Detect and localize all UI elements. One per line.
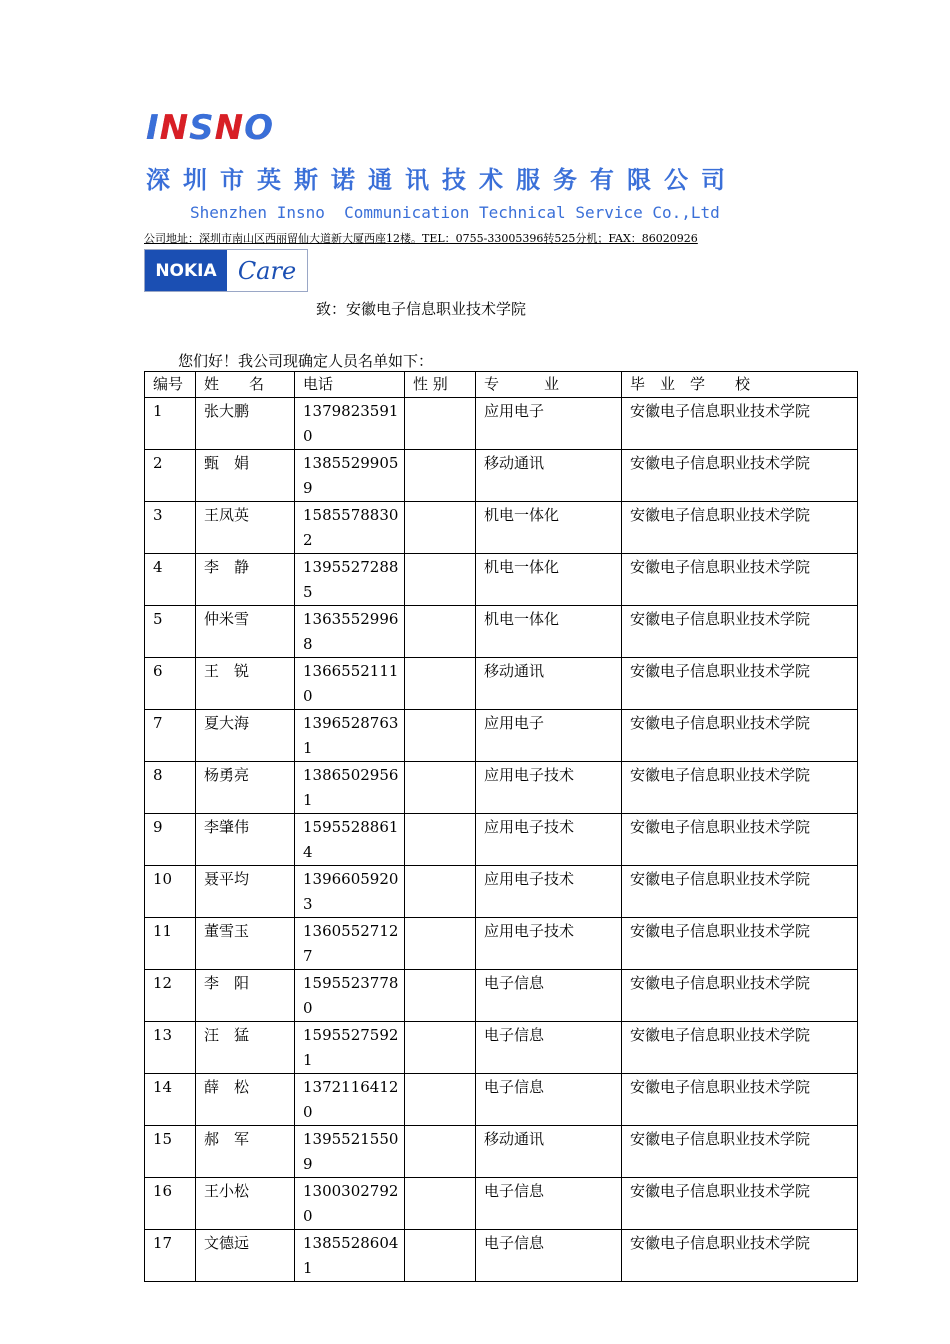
table-row	[145, 970, 858, 1022]
row-name: 张大鹏	[196, 398, 295, 450]
header-gender: 性 别	[405, 372, 476, 398]
row-name: 聂平均	[196, 866, 295, 918]
row-number: 4	[145, 554, 196, 606]
row-number: 13	[145, 1022, 196, 1074]
row-phone: 13955215509	[295, 1126, 405, 1178]
row-major: 机电一体化	[476, 502, 622, 554]
row-phone: 13955272885	[295, 554, 405, 606]
table-row	[145, 502, 858, 554]
table-header-row	[145, 372, 858, 398]
row-phone: 15955288614	[295, 814, 405, 866]
row-school: 安徽电子信息职业技术学院	[622, 918, 858, 970]
table-row	[145, 658, 858, 710]
row-school: 安徽电子信息职业技术学院	[622, 554, 858, 606]
personnel-table	[144, 371, 858, 1282]
header-major: 专 业	[476, 372, 622, 398]
row-school: 安徽电子信息职业技术学院	[622, 762, 858, 814]
row-school: 安徽电子信息职业技术学院	[622, 398, 858, 450]
row-name: 薛 松	[196, 1074, 295, 1126]
row-gender	[405, 970, 476, 1022]
row-gender	[405, 1074, 476, 1126]
header-school: 毕 业 学 校	[622, 372, 858, 398]
row-number: 15	[145, 1126, 196, 1178]
table-row	[145, 606, 858, 658]
row-gender	[405, 1178, 476, 1230]
row-major: 电子信息	[476, 1178, 622, 1230]
row-number: 17	[145, 1230, 196, 1282]
row-school: 安徽电子信息职业技术学院	[622, 606, 858, 658]
row-gender	[405, 918, 476, 970]
table-body	[145, 398, 858, 1282]
row-gender	[405, 710, 476, 762]
row-name: 夏大海	[196, 710, 295, 762]
table-row	[145, 1178, 858, 1230]
row-number: 11	[145, 918, 196, 970]
row-gender	[405, 1230, 476, 1282]
row-phone: 13865029561	[295, 762, 405, 814]
logo-letter: N	[159, 108, 190, 148]
row-major: 应用电子技术	[476, 866, 622, 918]
logo-letter: N	[214, 108, 245, 148]
company-name-cn: 深圳市英斯诺通讯技术服务有限公司	[146, 166, 738, 194]
row-gender	[405, 450, 476, 502]
row-phone: 13966059203	[295, 866, 405, 918]
row-major: 电子信息	[476, 1230, 622, 1282]
row-number: 7	[145, 710, 196, 762]
logo-letter: S	[189, 108, 215, 148]
row-major: 应用电子技术	[476, 918, 622, 970]
row-name: 王小松	[196, 1178, 295, 1230]
row-school: 安徽电子信息职业技术学院	[622, 710, 858, 762]
company-address: 公司地址：深圳市南山区西丽留仙大道新大厦西座12楼。TEL：0755-33005396转525分机；FAX：86020926	[144, 232, 698, 245]
row-phone: 13855299059	[295, 450, 405, 502]
row-phone: 15955275921	[295, 1022, 405, 1074]
row-school: 安徽电子信息职业技术学院	[622, 1230, 858, 1282]
row-major: 应用电子技术	[476, 762, 622, 814]
row-school: 安徽电子信息职业技术学院	[622, 1126, 858, 1178]
row-school: 安徽电子信息职业技术学院	[622, 814, 858, 866]
row-number: 14	[145, 1074, 196, 1126]
row-major: 电子信息	[476, 1022, 622, 1074]
table-row	[145, 398, 858, 450]
row-phone: 13721164120	[295, 1074, 405, 1126]
row-major: 移动通讯	[476, 1126, 622, 1178]
row-name: 王凤英	[196, 502, 295, 554]
row-gender	[405, 814, 476, 866]
header-number: 编号	[145, 372, 196, 398]
logo-letter: I	[146, 108, 160, 148]
table-row	[145, 1230, 858, 1282]
row-name: 杨勇亮	[196, 762, 295, 814]
row-school: 安徽电子信息职业技术学院	[622, 1074, 858, 1126]
table-row	[145, 554, 858, 606]
row-phone: 15955237780	[295, 970, 405, 1022]
header-phone: 电话	[295, 372, 405, 398]
row-number: 8	[145, 762, 196, 814]
row-name: 文德远	[196, 1230, 295, 1282]
row-phone: 13605527127	[295, 918, 405, 970]
nokia-logo-text: NOKIA	[145, 250, 227, 291]
row-gender	[405, 554, 476, 606]
row-gender	[405, 398, 476, 450]
row-number: 3	[145, 502, 196, 554]
row-major: 应用电子技术	[476, 814, 622, 866]
row-gender	[405, 762, 476, 814]
row-major: 电子信息	[476, 970, 622, 1022]
row-name: 董雪玉	[196, 918, 295, 970]
letter-recipient: 致：安徽电子信息职业技术学院	[316, 300, 527, 318]
nokia-care-logo	[144, 249, 308, 292]
table-row	[145, 866, 858, 918]
row-major: 电子信息	[476, 1074, 622, 1126]
table-row	[145, 762, 858, 814]
row-name: 郝 军	[196, 1126, 295, 1178]
row-gender	[405, 606, 476, 658]
table-row	[145, 450, 858, 502]
table-row	[145, 814, 858, 866]
row-number: 1	[145, 398, 196, 450]
company-name-en: Shenzhen Insno Communication Technical Service Co.,Ltd	[190, 203, 720, 222]
row-number: 9	[145, 814, 196, 866]
table-row	[145, 1022, 858, 1074]
row-name: 汪 猛	[196, 1022, 295, 1074]
row-phone: 13855286041	[295, 1230, 405, 1282]
row-name: 王 锐	[196, 658, 295, 710]
row-school: 安徽电子信息职业技术学院	[622, 1178, 858, 1230]
row-phone: 13665521110	[295, 658, 405, 710]
row-gender	[405, 1126, 476, 1178]
row-phone: 13635529968	[295, 606, 405, 658]
row-number: 10	[145, 866, 196, 918]
care-logo-text: Care	[227, 250, 307, 291]
row-school: 安徽电子信息职业技术学院	[622, 970, 858, 1022]
insno-logo	[146, 108, 274, 148]
table-row	[145, 1126, 858, 1178]
row-major: 移动通讯	[476, 450, 622, 502]
row-name: 李肇伟	[196, 814, 295, 866]
table-row	[145, 918, 858, 970]
logo-letter: O	[244, 108, 274, 148]
row-major: 应用电子	[476, 710, 622, 762]
row-gender	[405, 658, 476, 710]
table-row	[145, 710, 858, 762]
row-name: 李 静	[196, 554, 295, 606]
table-row	[145, 1074, 858, 1126]
row-number: 16	[145, 1178, 196, 1230]
row-school: 安徽电子信息职业技术学院	[622, 658, 858, 710]
row-major: 应用电子	[476, 398, 622, 450]
row-major: 机电一体化	[476, 554, 622, 606]
row-gender	[405, 1022, 476, 1074]
row-school: 安徽电子信息职业技术学院	[622, 866, 858, 918]
row-major: 机电一体化	[476, 606, 622, 658]
row-school: 安徽电子信息职业技术学院	[622, 1022, 858, 1074]
row-name: 李 阳	[196, 970, 295, 1022]
row-name: 甄 娟	[196, 450, 295, 502]
row-number: 5	[145, 606, 196, 658]
row-phone: 13003027920	[295, 1178, 405, 1230]
row-phone: 13965287631	[295, 710, 405, 762]
row-name: 仲米雪	[196, 606, 295, 658]
row-number: 12	[145, 970, 196, 1022]
row-phone: 13798235910	[295, 398, 405, 450]
letter-greeting: 您们好！我公司现确定人员名单如下：	[178, 352, 434, 370]
row-number: 6	[145, 658, 196, 710]
row-gender	[405, 866, 476, 918]
row-gender	[405, 502, 476, 554]
row-phone: 15855788302	[295, 502, 405, 554]
row-number: 2	[145, 450, 196, 502]
row-school: 安徽电子信息职业技术学院	[622, 450, 858, 502]
header-name: 姓 名	[196, 372, 295, 398]
row-major: 移动通讯	[476, 658, 622, 710]
row-school: 安徽电子信息职业技术学院	[622, 502, 858, 554]
